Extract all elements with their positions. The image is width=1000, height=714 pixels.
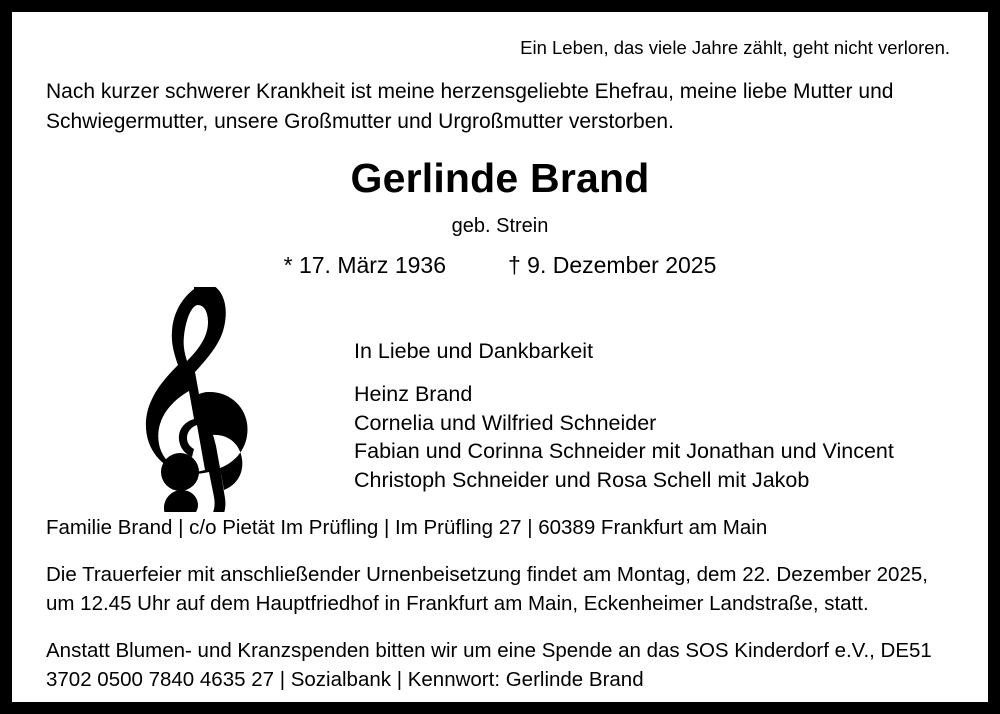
survivor-line: Fabian und Corinna Schneider mit Jonathan und Vincent — [354, 439, 894, 464]
footer-section — [46, 513, 954, 695]
maiden-name: geb. Strein — [451, 214, 549, 237]
dedication-line: In Liebe und Dankbarkeit — [354, 338, 594, 363]
middle-section — [46, 279, 954, 507]
treble-clef-icon — [134, 287, 264, 512]
life-dates — [46, 252, 954, 279]
survivor-line: Christoph Schneider und Rosa Schell mit Jakob — [354, 467, 810, 492]
birth-date: * 17. März 1936 — [283, 251, 446, 278]
lead-paragraph: Nach kurzer schwerer Krankheit ist meine herzensgeliebte Ehefrau, meine liebe Mutter und Schwiegermutter, unsere Großmutter und Urgroßmutter verstorben. — [46, 79, 894, 134]
epigraph: Ein Leben, das viele Jahre zählt, geht nicht verloren. — [520, 37, 950, 58]
death-date: † 9. Dezember 2025 — [507, 251, 717, 278]
survivors-block — [354, 279, 954, 494]
ceremony-details: Die Trauerfeier mit anschließender Urnenbeisetzung findet am Montag, dem 22. Dezember 2025, um 12.45 Uhr auf dem Hauptfriedhof in Frankfurt am Main, Eckenheimer Landstraße, statt. — [46, 563, 928, 616]
survivor-line: Heinz Brand — [354, 381, 473, 406]
name-block — [46, 156, 954, 279]
donation-details: Anstatt Blumen- und Kranzspenden bitten wir um eine Spende an das SOS Kinderdorf e.V., DE51 3702 0500 7840 4635 27 | Sozialbank | Kennwort: Gerlinde Brand — [46, 639, 932, 692]
survivor-line: Cornelia und Wilfried Schneider — [354, 410, 657, 435]
address-line: Familie Brand | c/o Pietät Im Prüfling | Im Prüfling 27 | 60389 Frankfurt am Main — [46, 515, 768, 539]
deceased-name: Gerlinde Brand — [350, 154, 650, 201]
